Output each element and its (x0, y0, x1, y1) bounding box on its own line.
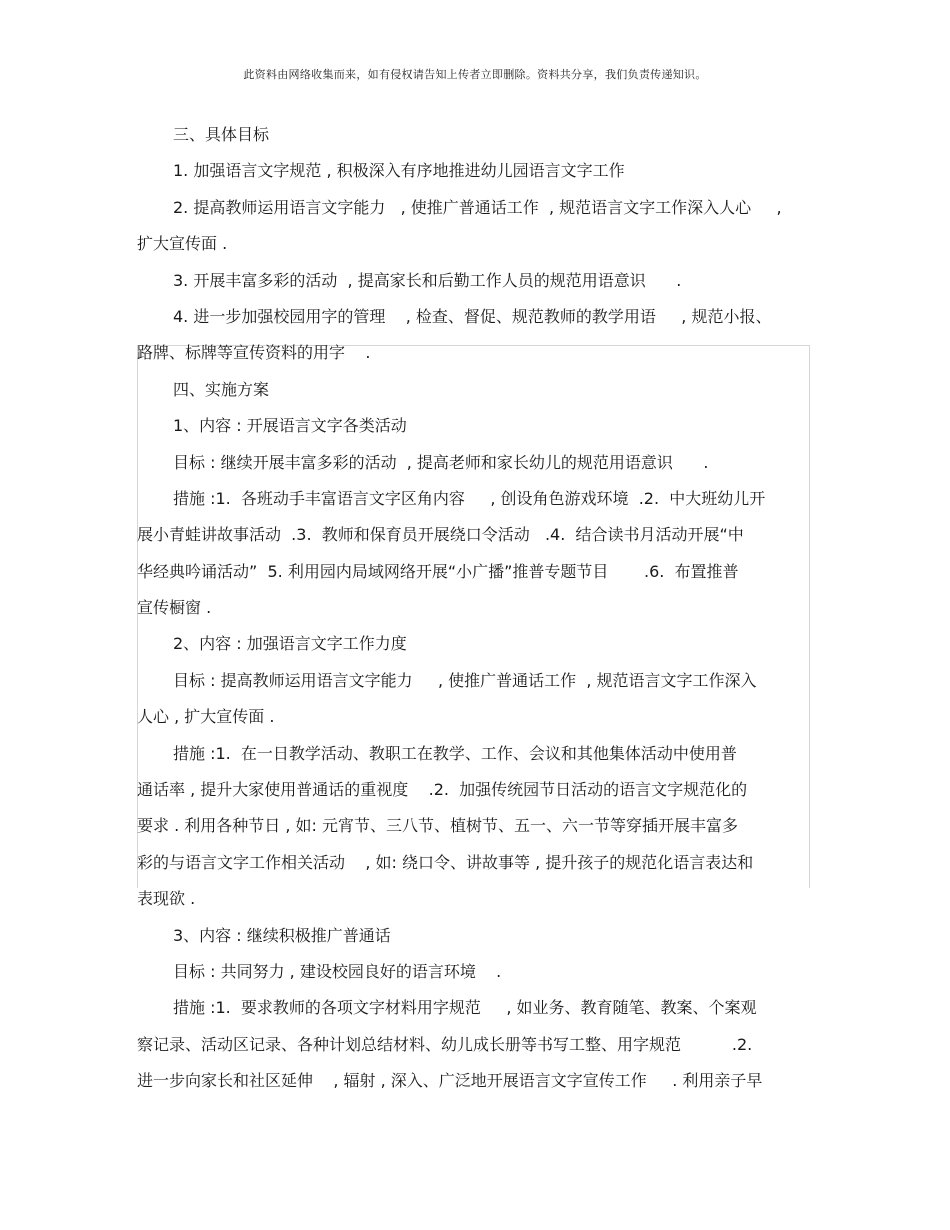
paragraph-line: 要求 . 利用各种节日 , 如: 元宵节、三八节、植树节、五一、六一节等穿插开展丰富多 (137, 816, 738, 836)
paragraph-line: 彩的与语言文字工作相关活动 , 如: 绕口令、讲故事等 , 提升孩子的规范化语言表达和 (137, 852, 754, 872)
paragraph-line: 人心 , 扩大宣传面 . (137, 707, 275, 727)
subsection-heading: 2、内容 : 加强语言文字工作力度 (173, 634, 407, 654)
paragraph-line: 华经典吟诵活动” 5. 利用园内局域网络开展“小广播”推普专题节目 .6. 布置推普 (137, 561, 739, 581)
header-disclaimer: 此资料由网络收集而来，如有侵权请告知上传者立即删除。资料共分享，我们负责传递知识。 (243, 68, 707, 81)
document-body (137, 117, 817, 1100)
paragraph-line: 路牌、标牌等宣传资料的用字 . (137, 343, 371, 363)
paragraph-line: 3. 开展丰富多彩的活动 , 提高家长和后勤工作人员的规范用语意识 . (173, 270, 682, 290)
paragraph-line: 目标 : 提高教师运用语言文字能力 , 使推广普通话工作 , 规范语言文字工作深入 (173, 670, 757, 690)
paragraph-line: 展小青蛙讲故事活动 .3. 教师和保育员开展绕口令活动 .4. 结合读书月活动开展“中 (137, 525, 744, 545)
subsection-heading: 3、内容 : 继续积极推广普通话 (173, 925, 391, 945)
subsection-heading: 1、内容 : 开展语言文字各类活动 (173, 416, 407, 436)
paragraph-line: 措施 :1. 各班动手丰富语言文字区角内容 , 创设角色游戏环境 .2. 中大班幼儿开 (173, 488, 766, 508)
section-heading-goals: 三、具体目标 (173, 125, 270, 144)
section-heading-plan: 四、实施方案 (173, 379, 270, 399)
paragraph-line: 目标 : 共同努力 , 建设校园良好的语言环境 . (173, 961, 502, 981)
paragraph-line: 通话率 , 提升大家使用普通话的重视度 .2. 加强传统园节日活动的语言文字规范化的 (137, 780, 748, 800)
paragraph-line: 察记录、活动区记录、各种计划总结材料、幼儿成长册等书写工整、用字规范 .2. (137, 1034, 753, 1054)
paragraph-line: 目标 : 继续开展丰富多彩的活动 , 提高老师和家长幼儿的规范用语意识 . (173, 452, 709, 472)
paragraph-line: 措施 :1. 在一日教学活动、教职工在教学、工作、会议和其他集体活动中使用普 (173, 743, 737, 763)
paragraph-line: 表现欲 . (137, 889, 196, 909)
paragraph-line: 2. 提高教师运用语言文字能力 , 使推广普通话工作 , 规范语言文字工作深入人心 , (173, 197, 782, 217)
paragraph-line: 4. 进一步加强校园用字的管理 , 检查、督促、规范教师的教学用语 , 规范小报、 (173, 306, 772, 326)
paragraph-line: 宣传橱窗 . (137, 598, 212, 618)
paragraph-line: 措施 :1. 要求教师的各项文字材料用字规范 , 如业务、教育随笔、教案、个案观 (173, 998, 757, 1018)
paragraph-line: 进一步向家长和社区延伸 , 辐射 , 深入、广泛地开展语言文字宣传工作 . 利用亲子早 (137, 1071, 763, 1091)
paragraph-line: 1. 加强语言文字规范 , 积极深入有序地推进幼儿园语言文字工作 (173, 161, 625, 181)
paragraph-line: 扩大宣传面 . (137, 234, 228, 254)
